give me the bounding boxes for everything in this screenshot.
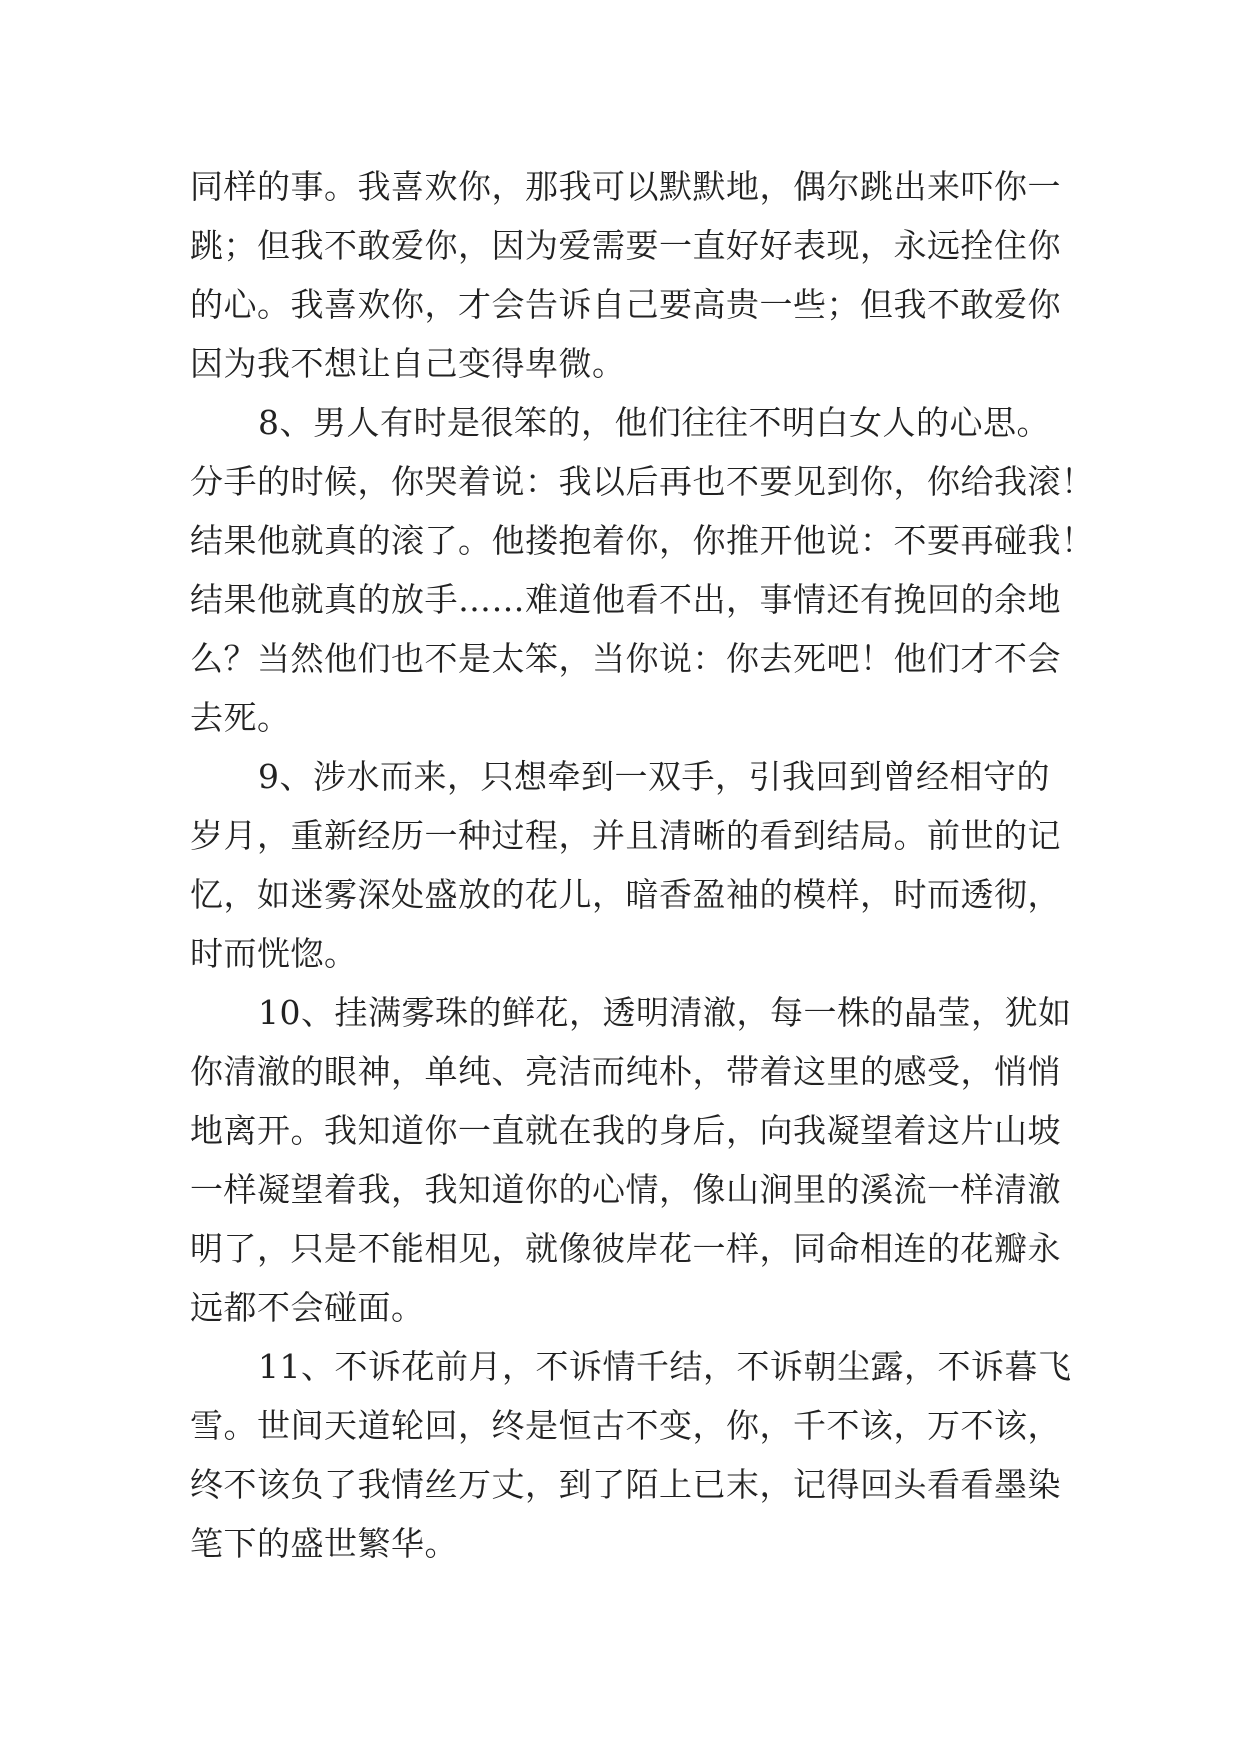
text-line: 同样的事。我喜欢你，那我可以默默地，偶尔跳出来吓你一 xyxy=(190,167,1061,206)
text-line: 远都不会碰面。 xyxy=(190,1288,425,1327)
text-line: 笔下的盛世繁华。 xyxy=(190,1524,458,1563)
paragraph-11 xyxy=(190,1337,1072,1573)
document-body xyxy=(190,157,1095,1573)
text-line: 分手的时候，你哭着说：我以后再也不要见到你，你给我滚！ xyxy=(190,462,1095,501)
text-line: 么？当然他们也不是太笨，当你说：你去死吧！他们才不会 xyxy=(190,639,1061,678)
text-line: 终不该负了我情丝万丈，到了陌上已末，记得回头看看墨染 xyxy=(190,1465,1061,1504)
text-line: 雪。世间天道轮回，终是恒古不变，你，千不该，万不该， xyxy=(190,1406,1061,1445)
paragraph-8 xyxy=(190,393,1095,747)
text-line: 明了，只是不能相见，就像彼岸花一样，同命相连的花瓣永 xyxy=(190,1229,1061,1268)
text-line: 岁月，重新经历一种过程，并且清晰的看到结局。前世的记 xyxy=(190,816,1061,855)
text-line: 跳；但我不敢爱你，因为爱需要一直好好表现，永远拴住你 xyxy=(190,226,1061,265)
paragraph-10 xyxy=(190,983,1072,1337)
text-line: 结果他就真的放手……难道他看不出，事情还有挽回的余地 xyxy=(190,580,1061,619)
text-line: 8、男人有时是很笨的，他们往往不明白女人的心思。 xyxy=(258,403,1050,442)
paragraph-9 xyxy=(190,747,1060,983)
text-line: 11、不诉花前月，不诉情千结，不诉朝尘露，不诉暮飞 xyxy=(258,1347,1072,1386)
text-line: 你清澈的眼神，单纯、亮洁而纯朴，带着这里的感受，悄悄 xyxy=(190,1052,1061,1091)
text-line: 地离开。我知道你一直就在我的身后，向我凝望着这片山坡 xyxy=(190,1111,1061,1150)
text-line: 时而恍惚。 xyxy=(190,934,358,973)
text-line: 9、涉水而来，只想牵到一双手，引我回到曾经相守的 xyxy=(258,757,1050,796)
text-line: 因为我不想让自己变得卑微。 xyxy=(190,344,626,383)
paragraph-continued xyxy=(190,157,1060,393)
text-line: 的心。我喜欢你，才会告诉自己要高贵一些；但我不敢爱你 xyxy=(190,285,1061,324)
text-line: 去死。 xyxy=(190,698,291,737)
text-line: 10、挂满雾珠的鲜花，透明清澈，每一株的晶莹，犹如 xyxy=(258,993,1072,1032)
text-line: 忆，如迷雾深处盛放的花儿，暗香盈袖的模样，时而透彻， xyxy=(190,875,1061,914)
text-line: 结果他就真的滚了。他搂抱着你，你推开他说：不要再碰我！ xyxy=(190,521,1095,560)
text-line: 一样凝望着我，我知道你的心情，像山涧里的溪流一样清澈 xyxy=(190,1170,1061,1209)
